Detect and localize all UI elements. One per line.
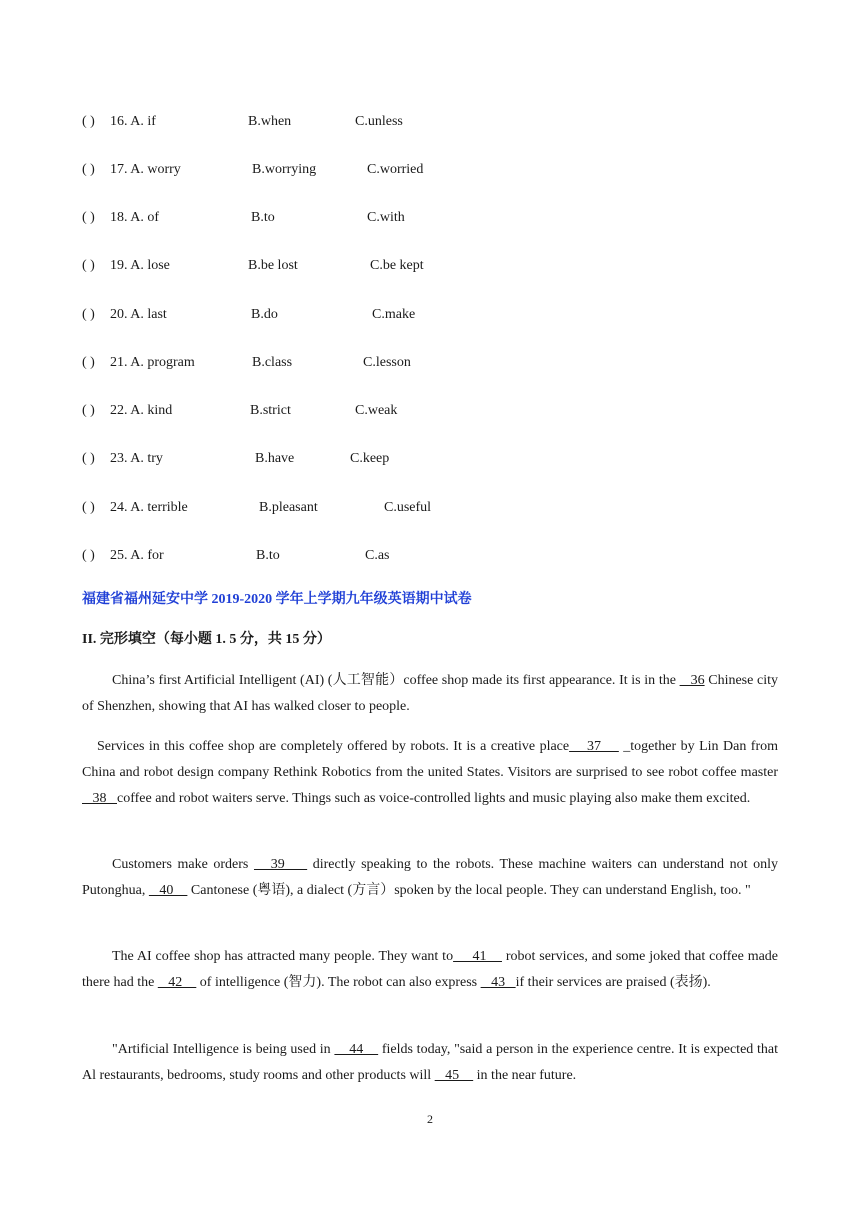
blank-42[interactable]: 42 [157, 975, 197, 990]
answer-bracket[interactable]: ( ) [82, 403, 95, 418]
paragraph-text: fields today, "said a person in the experience centre. It is expected that Al restaurants, bedrooms, study rooms and other products will [82, 1042, 778, 1083]
option-b: B.have [255, 451, 295, 466]
paragraph-text: The AI coffee shop has attracted many people. They want to [112, 949, 454, 964]
paragraph-2 [82, 734, 778, 812]
option-a: 23. A. try [110, 451, 163, 466]
option-c: C.worried [367, 162, 424, 177]
option-b: B.do [251, 307, 278, 322]
option-c: C.useful [384, 500, 432, 515]
blank-43[interactable]: 43 [480, 975, 516, 990]
answer-bracket[interactable]: ( ) [82, 162, 95, 177]
paragraph-text: Cantonese (粤语), a dialect (方言）spoken by the local people. They can understand English, too. " [187, 883, 751, 898]
paragraph-text: robot services, and some joked that coffee made there had the [82, 949, 779, 990]
answer-bracket[interactable]: ( ) [82, 500, 95, 515]
answer-bracket[interactable]: ( ) [82, 114, 95, 129]
blank-38[interactable]: 38 [82, 791, 117, 806]
answer-bracket[interactable]: ( ) [82, 307, 95, 322]
paragraph-4 [82, 944, 778, 996]
answer-bracket[interactable]: ( ) [82, 548, 95, 563]
option-b: B.worrying [252, 162, 317, 177]
option-c: C.lesson [363, 355, 411, 370]
answer-bracket[interactable]: ( ) [82, 258, 95, 273]
option-a: 18. A. of [110, 210, 159, 225]
blank-36[interactable]: 36 [679, 673, 705, 688]
paragraph-text: "Artificial Intelligence is being used in [112, 1042, 335, 1057]
option-b: B.to [251, 210, 275, 225]
option-a: 19. A. lose [110, 258, 170, 273]
paragraph-text: Chinese city of Shenzhen, showing that AI has walked closer to people. [82, 673, 778, 714]
option-a: 17. A. worry [110, 162, 181, 177]
option-c: C.make [372, 307, 416, 322]
paragraph-text: directly speaking to the robots. These machine waiters can understand not only Putonghua, [82, 857, 778, 898]
option-a: 25. A. for [110, 548, 164, 563]
blank-45[interactable]: 45 [434, 1068, 474, 1083]
option-c: C.keep [350, 451, 390, 466]
option-c: C.as [365, 548, 390, 563]
paragraph-text: in the near future. [473, 1068, 577, 1083]
option-b: B.be lost [248, 258, 298, 273]
option-c: C.weak [355, 403, 398, 418]
blank-44[interactable]: 44 [334, 1042, 379, 1057]
paragraph-text: _together by Lin Dan from China and robot design company Rethink Robotics from the united States. Visitors are surprised to see robot coffee master [82, 739, 779, 780]
blank-37[interactable]: 37 [569, 739, 619, 754]
option-a: 20. A. last [110, 307, 167, 322]
answer-bracket[interactable]: ( ) [82, 210, 95, 225]
paragraph-text: coffee and robot waiters serve. Things such as voice-controlled lights and music playing also make them excited. [117, 791, 751, 806]
paragraph-5 [82, 1037, 778, 1089]
section-title: II. 完形填空（每小题 1. 5 分，共 15 分） [82, 632, 331, 647]
option-a: 16. A. if [110, 114, 156, 129]
paragraph-text: China’s first Artificial Intelligent (AI) (人工智能）coffee shop made its first appearance. It is in the [112, 673, 680, 688]
option-b: B.class [252, 355, 293, 370]
answer-bracket[interactable]: ( ) [82, 355, 95, 370]
option-a: 21. A. program [110, 355, 195, 370]
option-a: 24. A. terrible [110, 500, 188, 515]
blank-39[interactable]: 39 [253, 857, 308, 872]
option-c: C.be kept [370, 258, 424, 273]
option-b: B.pleasant [259, 500, 318, 515]
option-b: B.when [248, 114, 292, 129]
paragraph-3 [82, 852, 778, 904]
paragraph-text: if their services are praised (表扬). [515, 975, 711, 990]
option-c: C.with [367, 210, 405, 225]
page-number: 2 [427, 1112, 433, 1126]
paragraph-text: Customers make orders [112, 857, 254, 872]
option-b: B.strict [250, 403, 291, 418]
blank-41[interactable]: 41 [453, 949, 502, 964]
paragraph-1 [82, 668, 778, 720]
blank-40[interactable]: 40 [148, 883, 188, 898]
paragraph-text: Services in this coffee shop are completely offered by robots. It is a creative place [97, 739, 570, 754]
answer-bracket[interactable]: ( ) [82, 451, 95, 466]
source-title: 福建省福州延安中学 2019-2020 学年上学期九年级英语期中试卷 [82, 592, 472, 607]
option-c: C.unless [355, 114, 403, 129]
paragraph-text: of intelligence (智力). The robot can also express [196, 975, 481, 990]
option-b: B.to [256, 548, 280, 563]
option-a: 22. A. kind [110, 403, 173, 418]
